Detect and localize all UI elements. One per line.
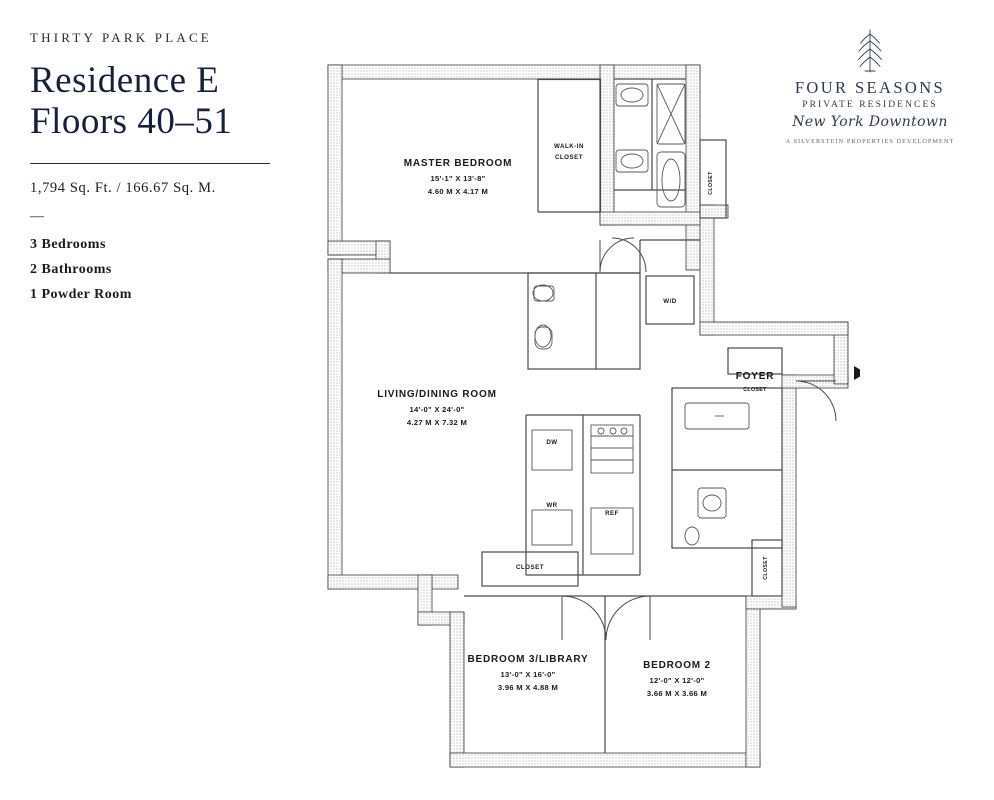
wd-label: W/D (663, 298, 677, 305)
logo-script-text: New York Downtown (792, 114, 948, 130)
ref-label: REF (605, 510, 619, 517)
spec-bathrooms: 2 Bathrooms (30, 261, 112, 277)
floorplan-drawing (300, 40, 860, 785)
residence-title-line1: Residence E (30, 60, 220, 101)
residence-info-panel (30, 30, 300, 312)
logo-developer-text: A SILVERSTEIN PROPERTIES DEVELOPMENT (785, 138, 955, 145)
bedroom-3-library-label (467, 654, 588, 692)
svg-text:13'-0" X 16'-0": 13'-0" X 16'-0" (500, 670, 556, 679)
svg-text:4.27 M X 7.32 M: 4.27 M X 7.32 M (406, 418, 468, 427)
area-text: 1,794 Sq. Ft. / 166.67 Sq. M. (30, 179, 216, 196)
wr-label: WR (546, 502, 558, 509)
walk-in-closet-label-2: CLOSET (554, 154, 584, 161)
walk-in-closet-label-1: WALK-IN (554, 143, 584, 150)
divider-rule (30, 163, 270, 164)
foyer-label: FOYER (735, 371, 775, 382)
living-dining-room-label (377, 389, 496, 427)
svg-text:MASTER BEDROOM: MASTER BEDROOM (403, 158, 513, 169)
svg-text:14'-0" X 24'-0": 14'-0" X 24'-0" (409, 405, 465, 414)
page-title (30, 60, 300, 143)
building-name: THIRTY PARK PLACE (30, 30, 212, 45)
dw-label: DW (546, 439, 558, 446)
svg-text:3.66 M X 3.66 M: 3.66 M X 3.66 M (646, 689, 708, 698)
small-dash: — (30, 208, 45, 224)
svg-text:BEDROOM 2: BEDROOM 2 (643, 660, 711, 671)
entry-arrow-icon (854, 366, 860, 380)
spec-bedrooms: 3 Bedrooms (30, 236, 106, 252)
svg-text:4.60 M X 4.17 M: 4.60 M X 4.17 M (427, 187, 489, 196)
closet-lower-right-label: CLOSET (763, 556, 769, 580)
logo-main-text: FOUR SEASONS (794, 78, 946, 97)
spec-powder-room: 1 Powder Room (30, 286, 132, 302)
svg-text:3.96 M X 4.88 M: 3.96 M X 4.88 M (497, 683, 559, 692)
svg-text:LIVING/DINING ROOM: LIVING/DINING ROOM (377, 389, 497, 400)
bedroom-2-label (643, 660, 711, 698)
closet-upper-right-label: CLOSET (708, 171, 714, 195)
svg-text:12'-0" X 12'-0": 12'-0" X 12'-0" (649, 676, 705, 685)
residence-title-line2: Floors 40–51 (30, 101, 233, 143)
closet-foyer-label: CLOSET (743, 387, 767, 393)
svg-text:BEDROOM 3/LIBRARY: BEDROOM 3/LIBRARY (467, 654, 589, 665)
master-bedroom-label (404, 158, 512, 196)
logo-sub-text: PRIVATE RESIDENCES (802, 100, 938, 110)
closet-mid-label: CLOSET (515, 564, 545, 571)
svg-text:15'-1" X 13'-8": 15'-1" X 13'-8" (430, 174, 486, 183)
